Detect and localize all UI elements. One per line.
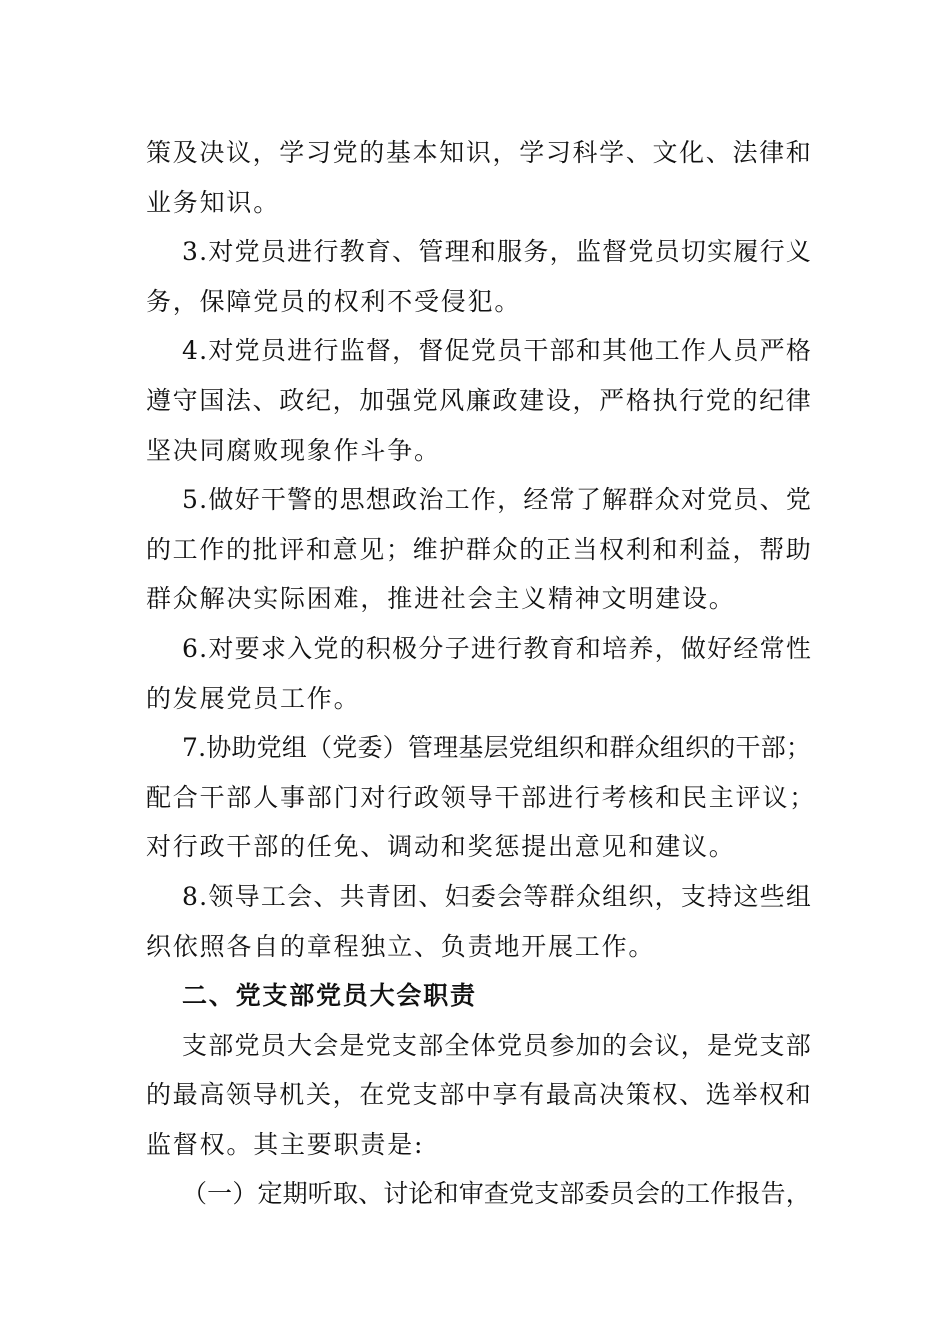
text-line: 配合干部人事部门对行政领导干部进行考核和民主评议； — [146, 782, 817, 812]
text-line: 织依照各自的章程独立、负责地开展工作。 — [146, 931, 656, 961]
text-line: 7 . 协 助 党 组 （ 党 委 ） 管 理 基 层 党 组 织 和 群 众 组 织 的 干 部 ； — [182, 733, 811, 763]
text-line: 遵 守 国 法 、 政 纪 ， 加 强 党 风 廉 政 建 设 ， 严 格 执 行 党 的 纪 律 — [146, 385, 811, 415]
text-line: 策 及 决 议 ， 学 习 党 的 基 本 知 识 ， 学 习 科 学 、 文 化 、 法 律 和 — [146, 138, 811, 167]
text-line: 3 . 对 党 员 进 行 教 育 、 管 理 和 服 务 ， 监 督 党 员 切 实 履 行 义 — [182, 237, 811, 267]
document-body — [146, 128, 817, 1219]
text-line: 的 最 高 领 导 机 关 ， 在 党 支 部 中 享 有 最 高 决 策 权 、 选 举 权 和 — [146, 1080, 811, 1110]
text-line: 8 . 领 导 工 会 、 共 青 团 、 妇 委 会 等 群 众 组 织 ， 支 持 这 些 组 — [182, 881, 811, 911]
section-heading: 二、党支部党员大会职责 — [182, 981, 477, 1011]
text-line: 对行政干部的任免、调动和奖惩提出意见和建议。 — [146, 832, 736, 862]
text-line: 5 . 做 好 干 警 的 思 想 政 治 工 作 ， 经 常 了 解 群 众 对 党 员 、 党 — [182, 485, 811, 515]
text-line: （ 一 ） 定 期 听 取 、 讨 论 和 审 查 党 支 部 委 员 会 的 工 作 报 告 ， — [182, 1179, 811, 1209]
text-line: 业务知识。 — [146, 187, 281, 217]
text-line: 坚决同腐败现象作斗争。 — [146, 435, 441, 465]
text-line: 4 . 对 党 员 进 行 监 督 ， 督 促 党 员 干 部 和 其 他 工 作 人 员 严 格 — [182, 336, 811, 366]
text-line: 支 部 党 员 大 会 是 党 支 部 全 体 党 员 参 加 的 会 议 ， 是 党 支 部 — [182, 1030, 811, 1060]
text-line: 群众解决实际困难，推进社会主义精神文明建设。 — [146, 584, 736, 614]
text-line: 的 工 作 的 批 评 和 意 见 ； 维 护 群 众 的 正 当 权 利 和 利 益 ， 帮 助 — [146, 534, 811, 564]
text-line: 监督权。其主要职责是: — [146, 1129, 425, 1159]
text-line: 6 . 对 要 求 入 党 的 积 极 分 子 进 行 教 育 和 培 养 ， 做 好 经 常 性 — [182, 633, 811, 663]
text-line: 务，保障党员的权利不受侵犯。 — [146, 286, 522, 316]
text-line: 的发展党员工作。 — [146, 683, 361, 713]
